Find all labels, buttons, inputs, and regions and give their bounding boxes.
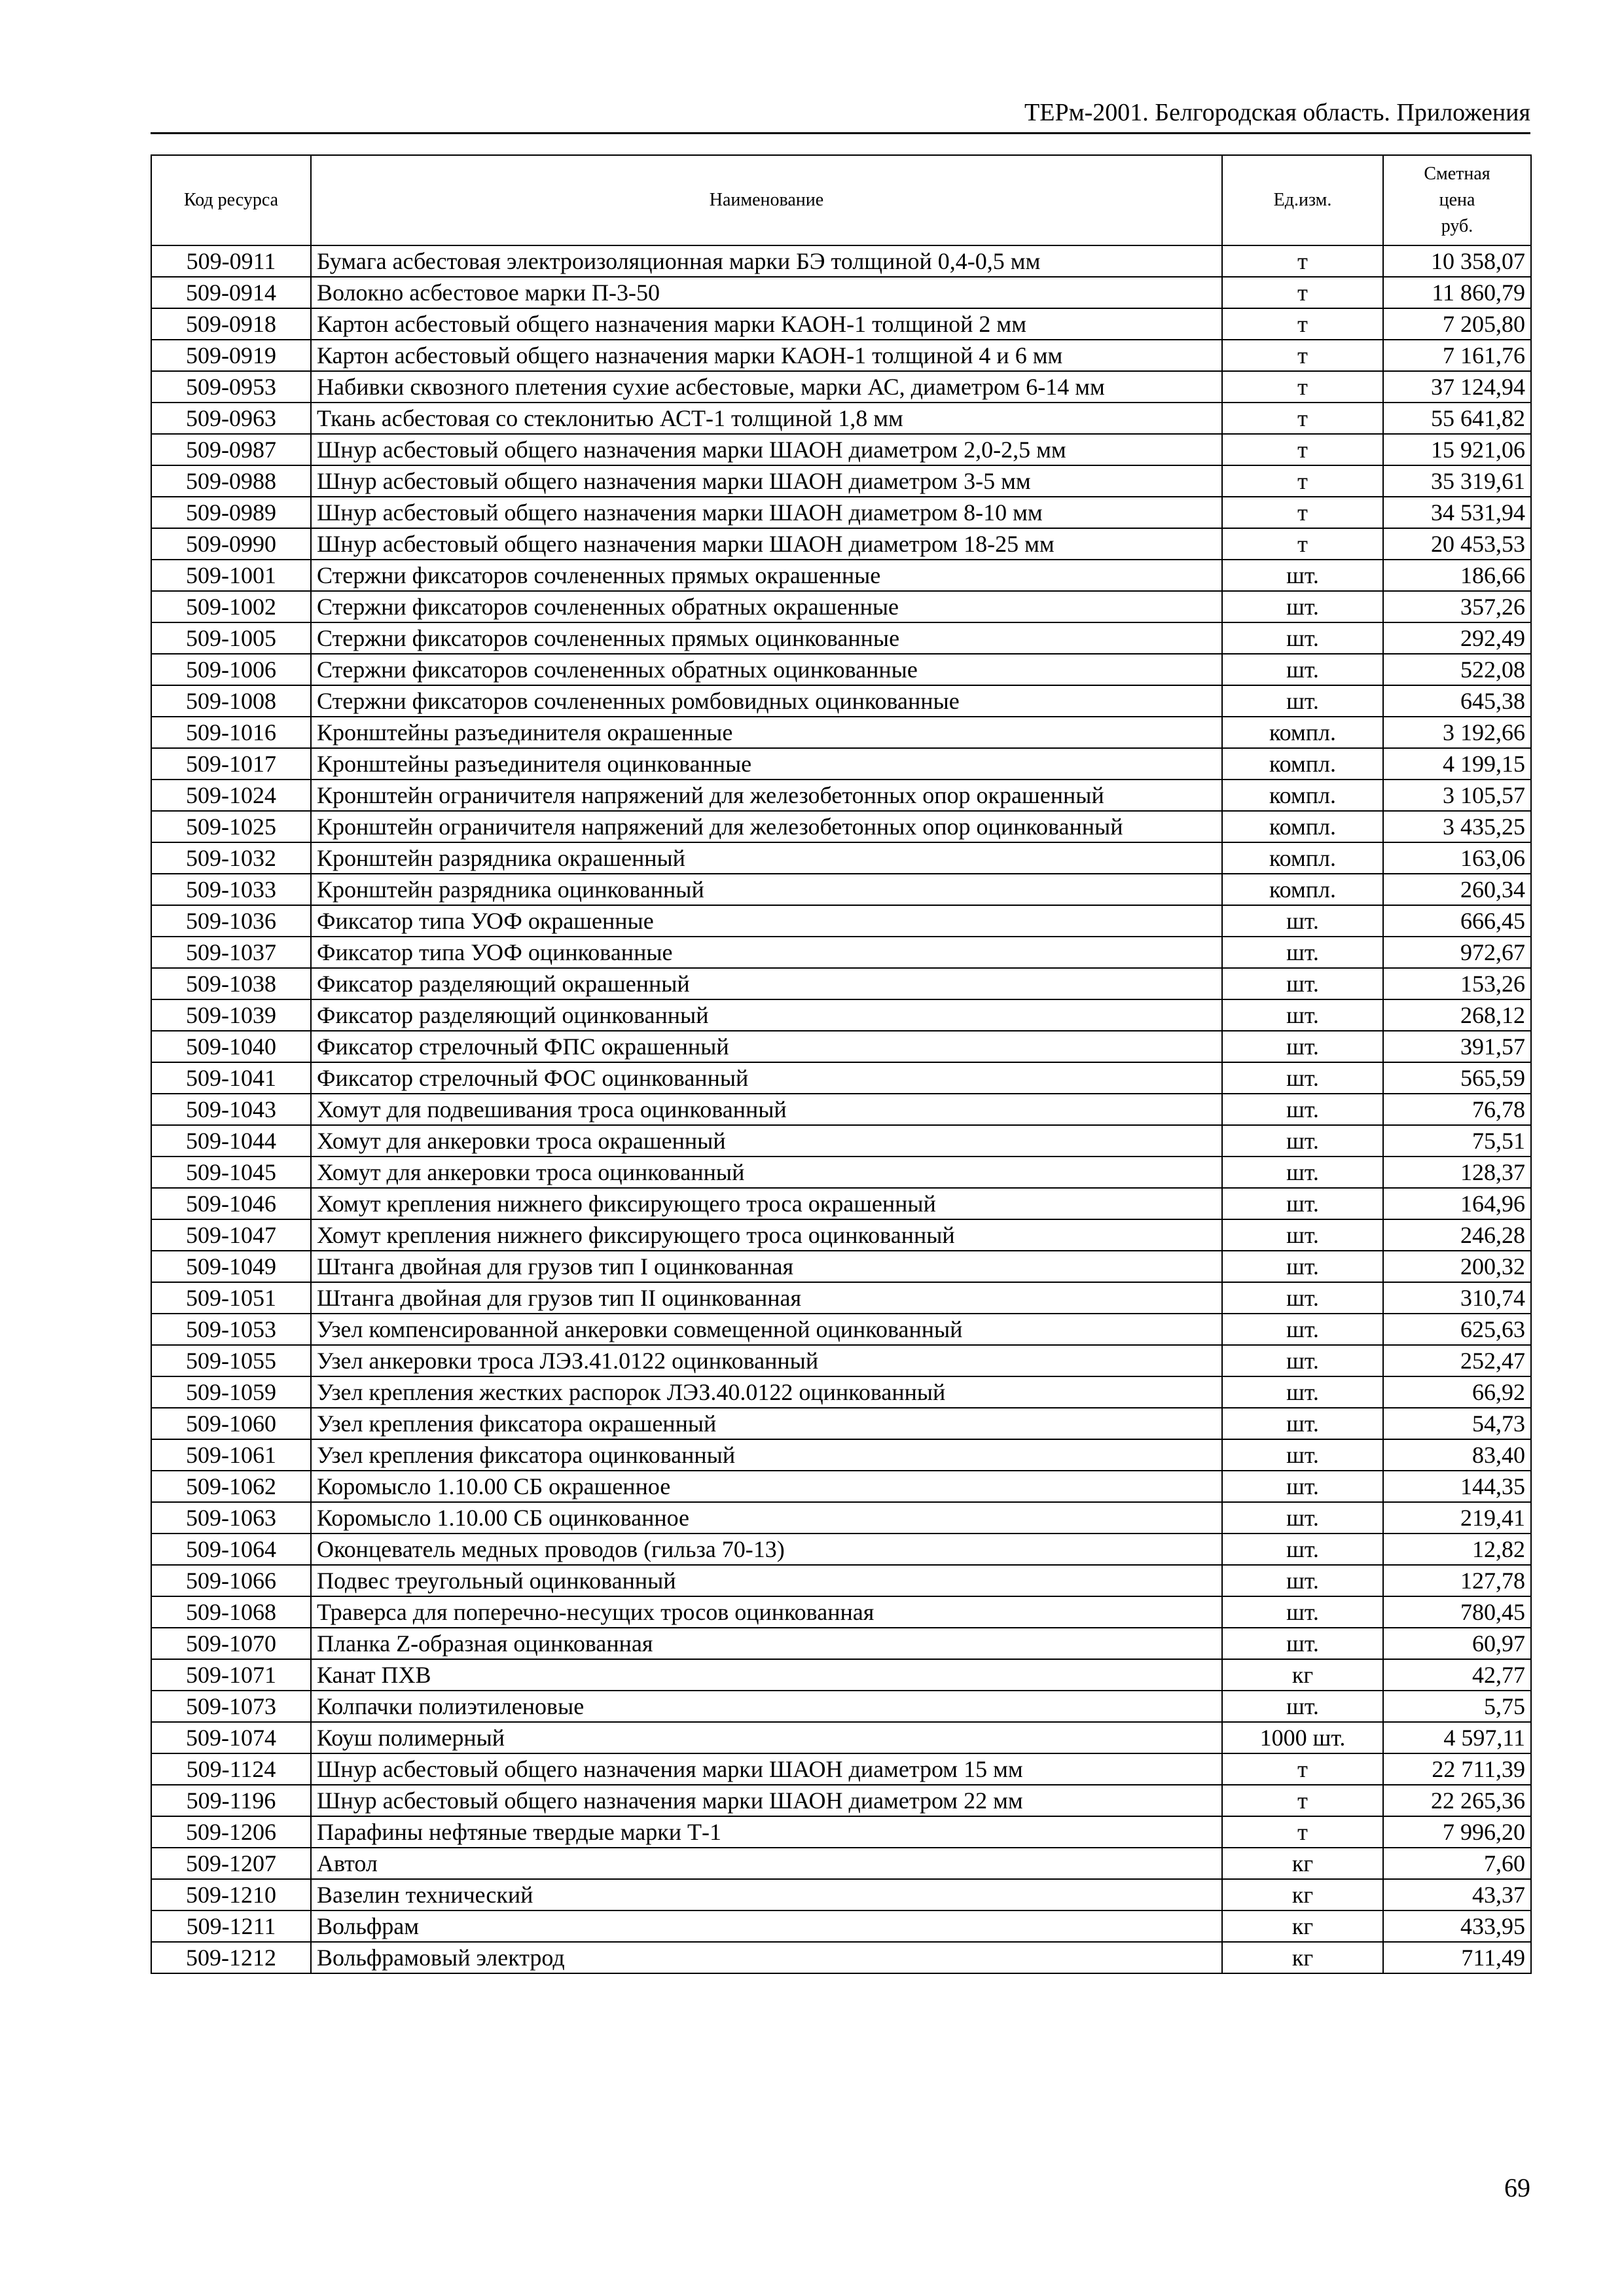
cell-code: 509-1061 — [151, 1439, 311, 1471]
cell-price: 34 531,94 — [1383, 497, 1531, 528]
cell-unit: компл. — [1222, 811, 1383, 842]
cell-code: 509-1041 — [151, 1062, 311, 1094]
table-row — [151, 968, 1531, 999]
cell-name: Узел крепления фиксатора окрашенный — [311, 1408, 1222, 1439]
cell-code: 509-1068 — [151, 1596, 311, 1628]
table-row — [151, 717, 1531, 748]
cell-price: 54,73 — [1383, 1408, 1531, 1439]
table-row — [151, 1785, 1531, 1816]
cell-name: Кронштейны разъединителя окрашенные — [311, 717, 1222, 748]
cell-code: 509-1206 — [151, 1816, 311, 1848]
cell-code: 509-1047 — [151, 1219, 311, 1251]
cell-code: 509-1025 — [151, 811, 311, 842]
cell-price: 357,26 — [1383, 591, 1531, 622]
cell-unit: компл. — [1222, 874, 1383, 905]
cell-name: Кронштейны разъединителя оцинкованные — [311, 748, 1222, 780]
cell-price: 5,75 — [1383, 1691, 1531, 1722]
cell-price: 75,51 — [1383, 1125, 1531, 1157]
table-row — [151, 1314, 1531, 1345]
cell-price: 780,45 — [1383, 1596, 1531, 1628]
cell-price: 711,49 — [1383, 1942, 1531, 1973]
cell-name: Планка Z-образная оцинкованная — [311, 1628, 1222, 1659]
cell-name: Бумага асбестовая электроизоляционная марки БЭ толщиной 0,4-0,5 мм — [311, 245, 1222, 277]
table-row — [151, 1502, 1531, 1534]
cell-price: 22 711,39 — [1383, 1753, 1531, 1785]
table-row — [151, 1345, 1531, 1376]
cell-name: Хомут для анкеровки троса оцинкованный — [311, 1157, 1222, 1188]
cell-name: Узел крепления жестких распорок ЛЭЗ.40.0122 оцинкованный — [311, 1376, 1222, 1408]
cell-unit: т — [1222, 308, 1383, 340]
cell-price: 3 192,66 — [1383, 717, 1531, 748]
cell-price: 164,96 — [1383, 1188, 1531, 1219]
cell-code: 509-1016 — [151, 717, 311, 748]
cell-unit: т — [1222, 434, 1383, 465]
cell-name: Хомут для анкеровки троса окрашенный — [311, 1125, 1222, 1157]
table-row — [151, 1848, 1531, 1879]
cell-unit: кг — [1222, 1879, 1383, 1910]
cell-price: 20 453,53 — [1383, 528, 1531, 560]
cell-price: 55 641,82 — [1383, 403, 1531, 434]
cell-name: Стержни фиксаторов сочлененных прямых окрашенные — [311, 560, 1222, 591]
cell-code: 509-1046 — [151, 1188, 311, 1219]
cell-code: 509-1074 — [151, 1722, 311, 1753]
cell-unit: кг — [1222, 1910, 1383, 1942]
cell-price: 7 161,76 — [1383, 340, 1531, 371]
cell-unit: шт. — [1222, 1376, 1383, 1408]
cell-unit: шт. — [1222, 1094, 1383, 1125]
page-number: 69 — [1504, 2173, 1530, 2202]
cell-price: 7 996,20 — [1383, 1816, 1531, 1848]
table-row — [151, 1596, 1531, 1628]
cell-name: Шнур асбестовый общего назначения марки ШАОН диаметром 8-10 мм — [311, 497, 1222, 528]
cell-name: Фиксатор стрелочный ФПС окрашенный — [311, 1031, 1222, 1062]
cell-unit: компл. — [1222, 842, 1383, 874]
cell-price: 246,28 — [1383, 1219, 1531, 1251]
cell-unit: шт. — [1222, 1062, 1383, 1094]
cell-name: Хомут для подвешивания троса оцинкованный — [311, 1094, 1222, 1125]
cell-price: 11 860,79 — [1383, 277, 1531, 308]
cell-code: 509-1196 — [151, 1785, 311, 1816]
table-row — [151, 654, 1531, 685]
cell-name: Волокно асбестовое марки П-3-50 — [311, 277, 1222, 308]
cell-name: Вольфрамовый электрод — [311, 1942, 1222, 1973]
cell-price: 43,37 — [1383, 1879, 1531, 1910]
cell-price: 7 205,80 — [1383, 308, 1531, 340]
cell-unit: компл. — [1222, 748, 1383, 780]
cell-name: Кронштейн разрядника окрашенный — [311, 842, 1222, 874]
cell-price: 144,35 — [1383, 1471, 1531, 1502]
cell-name: Кронштейн разрядника оцинкованный — [311, 874, 1222, 905]
cell-name: Узел крепления фиксатора оцинкованный — [311, 1439, 1222, 1471]
cell-unit: кг — [1222, 1659, 1383, 1691]
table-row — [151, 874, 1531, 905]
table-row — [151, 340, 1531, 371]
cell-code: 509-1024 — [151, 780, 311, 811]
cell-name: Коромысло 1.10.00 СБ оцинкованное — [311, 1502, 1222, 1534]
cell-unit: шт. — [1222, 1471, 1383, 1502]
cell-unit: 1000 шт. — [1222, 1722, 1383, 1753]
table-row — [151, 1910, 1531, 1942]
cell-code: 509-1063 — [151, 1502, 311, 1534]
cell-unit: т — [1222, 245, 1383, 277]
cell-code: 509-0988 — [151, 465, 311, 497]
cell-code: 509-1055 — [151, 1345, 311, 1376]
cell-price: 10 358,07 — [1383, 245, 1531, 277]
table-row — [151, 1408, 1531, 1439]
table-row — [151, 1219, 1531, 1251]
cell-price: 292,49 — [1383, 622, 1531, 654]
cell-unit: компл. — [1222, 717, 1383, 748]
cell-price: 3 105,57 — [1383, 780, 1531, 811]
cell-name: Оконцеватель медных проводов (гильза 70-13) — [311, 1534, 1222, 1565]
cell-price: 972,67 — [1383, 937, 1531, 968]
cell-code: 509-1002 — [151, 591, 311, 622]
table-row — [151, 1376, 1531, 1408]
table-row — [151, 245, 1531, 277]
table-body — [151, 245, 1531, 1973]
cell-unit: т — [1222, 1816, 1383, 1848]
cell-name: Канат ПХВ — [311, 1659, 1222, 1691]
cell-price: 153,26 — [1383, 968, 1531, 999]
table-row — [151, 1659, 1531, 1691]
cell-code: 509-1066 — [151, 1565, 311, 1596]
cell-code: 509-1060 — [151, 1408, 311, 1439]
cell-code: 509-1210 — [151, 1879, 311, 1910]
cell-price: 565,59 — [1383, 1062, 1531, 1094]
table-row — [151, 1282, 1531, 1314]
cell-code: 509-0989 — [151, 497, 311, 528]
table-row — [151, 1094, 1531, 1125]
cell-code: 509-1032 — [151, 842, 311, 874]
cell-code: 509-1053 — [151, 1314, 311, 1345]
cell-code: 509-1006 — [151, 654, 311, 685]
table-row — [151, 403, 1531, 434]
header-rule — [151, 132, 1530, 134]
cell-price: 60,97 — [1383, 1628, 1531, 1659]
cell-name: Подвес треугольный оцинкованный — [311, 1565, 1222, 1596]
table-row — [151, 1534, 1531, 1565]
cell-code: 509-1033 — [151, 874, 311, 905]
cell-unit: шт. — [1222, 1691, 1383, 1722]
cell-name: Штанга двойная для грузов тип II оцинкованная — [311, 1282, 1222, 1314]
cell-name: Фиксатор разделяющий оцинкованный — [311, 999, 1222, 1031]
cell-code: 509-1043 — [151, 1094, 311, 1125]
cell-unit: шт. — [1222, 1031, 1383, 1062]
table-row — [151, 1471, 1531, 1502]
page-header-title: ТЕРм-2001. Белгородская область. Приложения — [1024, 99, 1530, 126]
cell-name: Хомут крепления нижнего фиксирующего троса оцинкованный — [311, 1219, 1222, 1251]
cell-unit: шт. — [1222, 1565, 1383, 1596]
table-row — [151, 371, 1531, 403]
cell-unit: шт. — [1222, 1314, 1383, 1345]
cell-unit: шт. — [1222, 591, 1383, 622]
cell-name: Фиксатор разделяющий окрашенный — [311, 968, 1222, 999]
table-row — [151, 1188, 1531, 1219]
cell-unit: шт. — [1222, 1502, 1383, 1534]
table-header-row — [151, 155, 1531, 245]
cell-name: Стержни фиксаторов сочлененных обратных окрашенные — [311, 591, 1222, 622]
cell-code: 509-1017 — [151, 748, 311, 780]
table-row — [151, 1031, 1531, 1062]
cell-name: Набивки сквозного плетения сухие асбестовые, марки АС, диаметром 6-14 мм — [311, 371, 1222, 403]
cell-unit: шт. — [1222, 1439, 1383, 1471]
cell-unit: шт. — [1222, 1408, 1383, 1439]
cell-name: Шнур асбестовый общего назначения марки ШАОН диаметром 2,0-2,5 мм — [311, 434, 1222, 465]
cell-price: 163,06 — [1383, 842, 1531, 874]
cell-unit: т — [1222, 1785, 1383, 1816]
cell-price: 127,78 — [1383, 1565, 1531, 1596]
cell-code: 509-0919 — [151, 340, 311, 371]
cell-name: Стержни фиксаторов сочлененных ромбовидных оцинкованные — [311, 685, 1222, 717]
cell-code: 509-1001 — [151, 560, 311, 591]
cell-code: 509-1207 — [151, 1848, 311, 1879]
cell-name: Вольфрам — [311, 1910, 1222, 1942]
table-row — [151, 811, 1531, 842]
cell-price: 260,34 — [1383, 874, 1531, 905]
table-row — [151, 277, 1531, 308]
cell-code: 509-1008 — [151, 685, 311, 717]
cell-price: 391,57 — [1383, 1031, 1531, 1062]
cell-unit: кг — [1222, 1942, 1383, 1973]
cell-name: Шнур асбестовый общего назначения марки ШАОН диаметром 15 мм — [311, 1753, 1222, 1785]
cell-price: 76,78 — [1383, 1094, 1531, 1125]
table-row — [151, 1157, 1531, 1188]
cell-code: 509-1062 — [151, 1471, 311, 1502]
cell-price: 42,77 — [1383, 1659, 1531, 1691]
cell-unit: шт. — [1222, 560, 1383, 591]
table-row — [151, 748, 1531, 780]
cell-code: 509-1037 — [151, 937, 311, 968]
cell-unit: т — [1222, 277, 1383, 308]
cell-name: Фиксатор стрелочный ФОС оцинкованный — [311, 1062, 1222, 1094]
table-row — [151, 1691, 1531, 1722]
column-header-price: Сметная цена руб. — [1383, 155, 1531, 245]
table-row — [151, 591, 1531, 622]
cell-name: Шнур асбестовый общего назначения марки ШАОН диаметром 18-25 мм — [311, 528, 1222, 560]
cell-unit: компл. — [1222, 780, 1383, 811]
table-row — [151, 465, 1531, 497]
cell-code: 509-1039 — [151, 999, 311, 1031]
cell-code: 509-1044 — [151, 1125, 311, 1157]
cell-code: 509-0990 — [151, 528, 311, 560]
cell-name: Автол — [311, 1848, 1222, 1879]
table-row — [151, 1439, 1531, 1471]
cell-name: Вазелин технический — [311, 1879, 1222, 1910]
cell-price: 252,47 — [1383, 1345, 1531, 1376]
cell-code: 509-0987 — [151, 434, 311, 465]
cell-price: 35 319,61 — [1383, 465, 1531, 497]
cell-code: 509-1070 — [151, 1628, 311, 1659]
cell-code: 509-1045 — [151, 1157, 311, 1188]
cell-name: Коуш полимерный — [311, 1722, 1222, 1753]
cell-unit: шт. — [1222, 1219, 1383, 1251]
cell-code: 509-1051 — [151, 1282, 311, 1314]
cell-unit: т — [1222, 528, 1383, 560]
cell-name: Хомут крепления нижнего фиксирующего троса окрашенный — [311, 1188, 1222, 1219]
cell-price: 268,12 — [1383, 999, 1531, 1031]
cell-price: 83,40 — [1383, 1439, 1531, 1471]
table-row — [151, 1942, 1531, 1973]
table-row — [151, 905, 1531, 937]
table-row — [151, 842, 1531, 874]
cell-unit: шт. — [1222, 1596, 1383, 1628]
cell-code: 509-1038 — [151, 968, 311, 999]
cell-price: 219,41 — [1383, 1502, 1531, 1534]
table-row — [151, 1125, 1531, 1157]
cell-price: 12,82 — [1383, 1534, 1531, 1565]
table-row — [151, 685, 1531, 717]
cell-price: 200,32 — [1383, 1251, 1531, 1282]
cell-name: Узел компенсированной анкеровки совмещенной оцинкованный — [311, 1314, 1222, 1345]
cell-code: 509-1212 — [151, 1942, 311, 1973]
cell-price: 625,63 — [1383, 1314, 1531, 1345]
table-row — [151, 560, 1531, 591]
table-row — [151, 528, 1531, 560]
cell-name: Кронштейн ограничителя напряжений для железобетонных опор окрашенный — [311, 780, 1222, 811]
column-header-unit: Ед.изм. — [1222, 155, 1383, 245]
cell-unit: шт. — [1222, 968, 1383, 999]
table-row — [151, 1722, 1531, 1753]
cell-unit: кг — [1222, 1848, 1383, 1879]
table-row — [151, 1565, 1531, 1596]
cell-code: 509-1059 — [151, 1376, 311, 1408]
cell-unit: шт. — [1222, 1282, 1383, 1314]
cell-unit: шт. — [1222, 1345, 1383, 1376]
table-row — [151, 999, 1531, 1031]
cell-name: Кронштейн ограничителя напряжений для железобетонных опор оцинкованный — [311, 811, 1222, 842]
column-header-name: Наименование — [311, 155, 1222, 245]
cell-name: Узел анкеровки троса ЛЭЗ.41.0122 оцинкованный — [311, 1345, 1222, 1376]
table-row — [151, 1628, 1531, 1659]
cell-price: 433,95 — [1383, 1910, 1531, 1942]
cell-code: 509-1211 — [151, 1910, 311, 1942]
cell-unit: шт. — [1222, 1628, 1383, 1659]
cell-price: 4 199,15 — [1383, 748, 1531, 780]
cell-unit: шт. — [1222, 1534, 1383, 1565]
cell-unit: шт. — [1222, 1125, 1383, 1157]
cell-price: 22 265,36 — [1383, 1785, 1531, 1816]
cell-name: Фиксатор типа УОФ окрашенные — [311, 905, 1222, 937]
cell-price: 522,08 — [1383, 654, 1531, 685]
cell-price: 666,45 — [1383, 905, 1531, 937]
cell-price: 128,37 — [1383, 1157, 1531, 1188]
table-row — [151, 434, 1531, 465]
cell-price: 66,92 — [1383, 1376, 1531, 1408]
table-row — [151, 1879, 1531, 1910]
table-row — [151, 1251, 1531, 1282]
cell-unit: шт. — [1222, 654, 1383, 685]
cell-price: 645,38 — [1383, 685, 1531, 717]
cell-code: 509-0953 — [151, 371, 311, 403]
cell-unit: т — [1222, 1753, 1383, 1785]
price-table — [151, 154, 1532, 1974]
table-row — [151, 497, 1531, 528]
table-row — [151, 1816, 1531, 1848]
cell-price: 7,60 — [1383, 1848, 1531, 1879]
cell-unit: т — [1222, 403, 1383, 434]
cell-name: Ткань асбестовая со стеклонитью АСТ-1 толщиной 1,8 мм — [311, 403, 1222, 434]
cell-code: 509-1036 — [151, 905, 311, 937]
table-row — [151, 622, 1531, 654]
table-row — [151, 1062, 1531, 1094]
cell-unit: т — [1222, 340, 1383, 371]
table-row — [151, 308, 1531, 340]
table-row — [151, 937, 1531, 968]
cell-code: 509-1071 — [151, 1659, 311, 1691]
cell-code: 509-1049 — [151, 1251, 311, 1282]
cell-code: 509-1040 — [151, 1031, 311, 1062]
cell-name: Фиксатор типа УОФ оцинкованные — [311, 937, 1222, 968]
cell-price: 37 124,94 — [1383, 371, 1531, 403]
table-row — [151, 780, 1531, 811]
cell-unit: шт. — [1222, 999, 1383, 1031]
cell-price: 186,66 — [1383, 560, 1531, 591]
cell-code: 509-1073 — [151, 1691, 311, 1722]
cell-unit: шт. — [1222, 685, 1383, 717]
cell-price: 15 921,06 — [1383, 434, 1531, 465]
cell-name: Штанга двойная для грузов тип I оцинкованная — [311, 1251, 1222, 1282]
cell-name: Стержни фиксаторов сочлененных обратных оцинкованные — [311, 654, 1222, 685]
cell-code: 509-0914 — [151, 277, 311, 308]
cell-name: Парафины нефтяные твердые марки Т-1 — [311, 1816, 1222, 1848]
cell-name: Картон асбестовый общего назначения марки КАОН-1 толщиной 2 мм — [311, 308, 1222, 340]
cell-unit: т — [1222, 497, 1383, 528]
cell-price: 4 597,11 — [1383, 1722, 1531, 1753]
cell-unit: шт. — [1222, 1157, 1383, 1188]
cell-code: 509-1124 — [151, 1753, 311, 1785]
cell-unit: т — [1222, 465, 1383, 497]
cell-unit: шт. — [1222, 1251, 1383, 1282]
cell-unit: т — [1222, 371, 1383, 403]
cell-unit: шт. — [1222, 905, 1383, 937]
column-header-code: Код ресурса — [151, 155, 311, 245]
cell-code: 509-0963 — [151, 403, 311, 434]
cell-name: Коромысло 1.10.00 СБ окрашенное — [311, 1471, 1222, 1502]
cell-name: Стержни фиксаторов сочлененных прямых оцинкованные — [311, 622, 1222, 654]
cell-code: 509-1064 — [151, 1534, 311, 1565]
cell-unit: шт. — [1222, 1188, 1383, 1219]
cell-unit: шт. — [1222, 937, 1383, 968]
cell-code: 509-1005 — [151, 622, 311, 654]
cell-name: Шнур асбестовый общего назначения марки ШАОН диаметром 3-5 мм — [311, 465, 1222, 497]
cell-code: 509-0918 — [151, 308, 311, 340]
cell-code: 509-0911 — [151, 245, 311, 277]
cell-unit: шт. — [1222, 622, 1383, 654]
cell-name: Картон асбестовый общего назначения марки КАОН-1 толщиной 4 и 6 мм — [311, 340, 1222, 371]
cell-price: 310,74 — [1383, 1282, 1531, 1314]
cell-name: Траверса для поперечно-несущих тросов оцинкованная — [311, 1596, 1222, 1628]
table-row — [151, 1753, 1531, 1785]
cell-name: Шнур асбестовый общего назначения марки ШАОН диаметром 22 мм — [311, 1785, 1222, 1816]
cell-price: 3 435,25 — [1383, 811, 1531, 842]
cell-name: Колпачки полиэтиленовые — [311, 1691, 1222, 1722]
